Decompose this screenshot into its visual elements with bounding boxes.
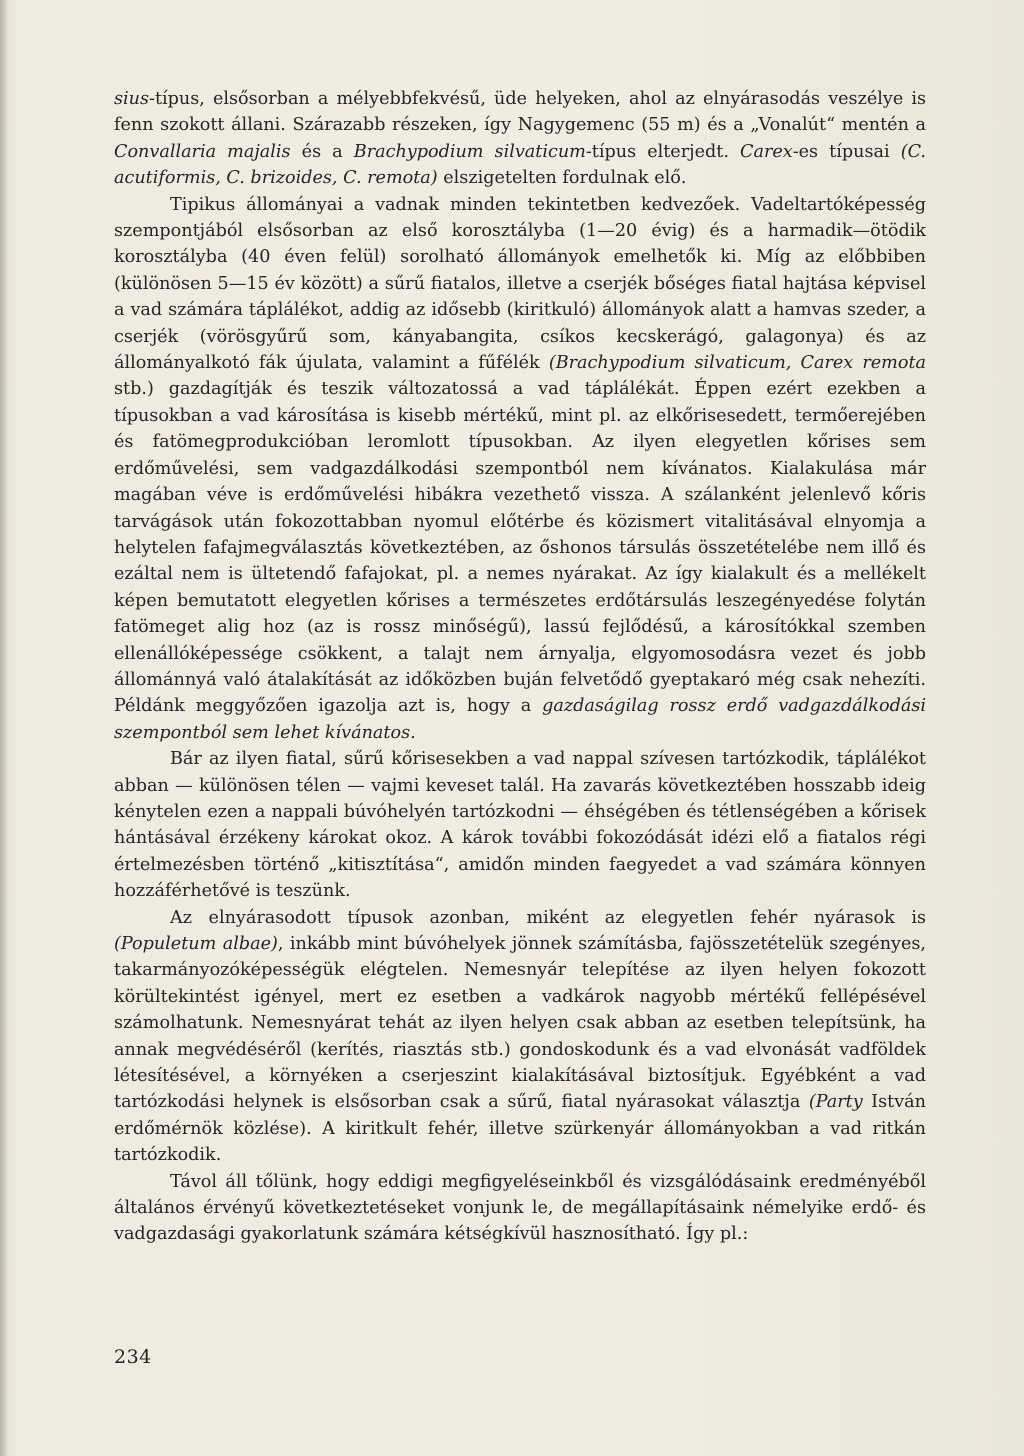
text-run: stb.) gazdagítják és teszik változatossá a vad táplálékát. Éppen ezért ezekben a típusokban a vad károsítása is kisebb mértékű, mint pl. az elkőrisesedett, termőerejében és fatömegprodukcióban leromlott típusokban. Az ilyen elegyetlen kőrises sem erdőművelési, sem vadgazdálkodási szempontból nem kívánatos. Kialakulása már magában véve is erdőművelési hibákra vezethető vissza. A szálanként jelenlevő kőris tarvágások után fokozottabban nyomul előtérbe és közismert vitalitásával elnyomja a helytelen fafajmegválasztás következtében, az őshonos társulás összetételébe nem illő és ezáltal nem is ültetendő fafajokat, pl. a nemes nyárakat. Az így kialakult és a mellékelt képen bemutatott elegyetlen kőrises a természetes erdőtársulás leszegényedése folytán fatömeget alig hoz (az is rossz minőségű), lassú fejlődésű, a károsítókkal szemben ellenállóképessége csökkent, a talajt nem árnyalja, elgyomosodásra vezet és jobb állománnyá való átalakítását az időközben buján felvetődő gyeptakaró még csak nehezíti. Példánk meggyőzően igazolja azt is, hogy a — [114, 379, 926, 717]
paragraph-1 — [114, 86, 926, 192]
italic-text: gazdaságilag rossz erdő vadgazdálkodási szempontból sem lehet kívánatos. — [114, 696, 926, 743]
paragraph-2 — [114, 192, 926, 747]
italic-text: (Populetum albae) — [114, 934, 278, 954]
text-run: elszigetelten fordulnak elő. — [437, 168, 687, 189]
text-run: -típus elterjedt. — [585, 141, 740, 162]
text-run: -es típusai — [792, 141, 901, 162]
italic-text: (C. acutiformis, C. brizoides, C. remota) — [114, 141, 926, 189]
body-text — [114, 86, 926, 1248]
italic-text: Convallaria majalis — [114, 141, 291, 162]
italic-text: Brachypodium silvaticum — [353, 141, 586, 162]
italic-text: (Brachypodium silvaticum, Carex remota — [548, 353, 927, 374]
text-run: és a — [290, 141, 354, 162]
text-run: , inkább mint búvóhelyek jönnek számításba, fajösszetételük szegényes, takarmányozóképességük elégtelen. Nemesnyár telepítése az ilyen helyen fokozott körültekintést igényel, mert ez esetben a vadkárok nagyobb mértékű fellépésével számolhatunk. Nemesnyárat tehát az ilyen helyen csak abban az esetben telepítsünk, ha annak megvédéséről (kerítés, riasztás stb.) gondoskodunk és a vad elvonását vadföldek létesítésével, a környéken a cserjeszint kialakításával biztosítjuk. Egyébként a vad tartózkodási helynek is elsősorban csak a sűrű, fiatal nyárasokat választja — [114, 934, 926, 1113]
italic-text: (Party — [808, 1092, 863, 1113]
italic-text: sius — [114, 89, 150, 109]
text-run: Az elnyárasodott típusok azonban, miként az elegyetlen fehér nyárasok is — [170, 907, 926, 928]
paragraph-4 — [114, 905, 926, 1169]
paragraph-3 — [114, 746, 926, 904]
paragraph-5 — [114, 1169, 926, 1248]
text-run: Távol áll tőlünk, hogy eddigi megfigyeléseinkből és vizsgálódásaink eredményéből általános érvényű következtetéseket vonjunk le, de megállapításaink némelyike erdő- és vadgazdasági gyakorlatunk számára kétségkívül hasznosítható. Így pl.: — [114, 1171, 926, 1245]
page-edge-shadow — [0, 0, 8, 1456]
italic-text: Carex — [740, 141, 793, 162]
text-run: -típus, elsősorban a mélyebbfekvésű, üde helyeken, ahol az elnyárasodás veszélye is fenn szokott állani. Szárazabb részeken, így Nagygemenc (55 m) és a „Vonalút“ mentén a — [114, 89, 926, 136]
text-run: Bár az ilyen fiatal, sűrű kőrisesekben a vad nappal szívesen tartózkodik, táplálékot abban — különösen télen — vajmi keveset talál. Ha zavarás következtében hosszabb ideig kénytelen ezen a nappali búvóhelyén tartózkodni — éhségében és tétlenségében a kőrisek hántásával érzékeny károkat okoz. A károk további fokozódását idézi elő a fiatalos régi értelmezésben történő „kitisztítása“, amidőn minden faegyedet a vad számára könnyen hozzáférhetővé is teszünk. — [114, 749, 926, 902]
page-number: 234 — [114, 1346, 152, 1368]
text-run: István erdőmérnök közlése). A kiritkult fehér, illetve szürkenyár állományokban a vad ritkán tartózkodik. — [114, 1092, 926, 1166]
text-run: Tipikus állományai a vadnak minden tekintetben kedvezőek. Vadeltartóképesség szempontjából elsősorban az első korosztályba (1—20 évig) és a harmadik—ötödik korosztályba (40 éven felül) sorolható állományok emelhetők ki. Míg az előbbiben (különösen 5—15 év között) a sűrű fiatalos, illetve a cserjék bőséges fiatal hajtása képvisel a vad számára táplálékot, addig az idősebb (kiritkuló) állományok alatt a hamvas szeder, a cserjék (vörösgyűrű som, kányabangita, csíkos kecskerágó, galagonya) és az állományalkotó fák újulata, valamint a fűfélék — [114, 194, 926, 374]
